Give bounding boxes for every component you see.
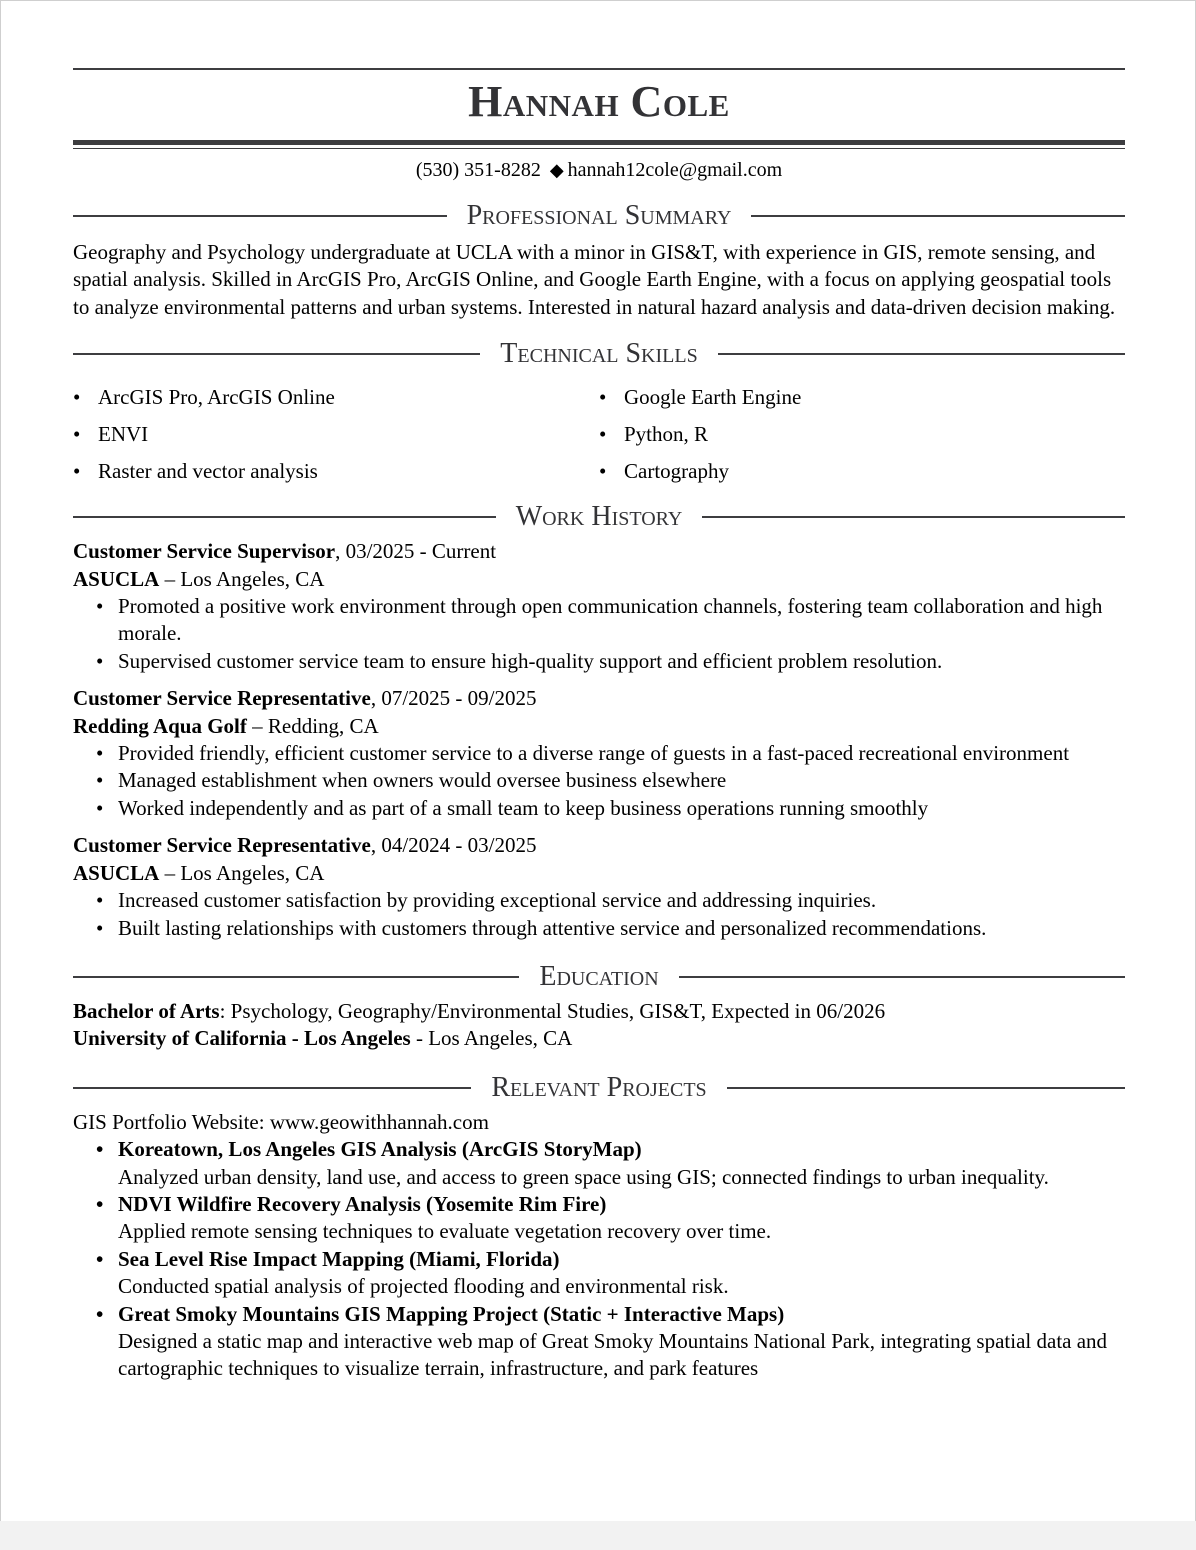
job-bullet: • Managed establishment when owners would oversee business elsewhere <box>118 767 1125 794</box>
job-employer-line <box>73 566 1125 593</box>
job-bullet: • Supervised customer service team to ensure high-quality support and efficient problem resolution. <box>118 648 1125 675</box>
portfolio-line: GIS Portfolio Website: www.geowithhannah.com <box>73 1109 489 1134</box>
skill-item: • ENVI <box>73 416 599 453</box>
diamond-separator-icon: ◆ <box>549 160 564 180</box>
project-name: NDVI Wildfire Recovery Analysis (Yosemite Rim Fire) <box>118 1191 607 1216</box>
job-employer: Redding Aqua Golf <box>73 713 247 738</box>
summary-title: Professional Summary <box>466 200 732 231</box>
job-bullet: • Increased customer satisfaction by providing exceptional service and addressing inquiries. <box>118 887 1125 914</box>
job-entry <box>73 832 1125 942</box>
job-dates: , 07/2025 - 09/2025 <box>370 686 537 711</box>
contact-line <box>73 157 1125 183</box>
projects-heading <box>73 1073 1125 1103</box>
job-location: – Los Angeles, CA <box>159 566 325 591</box>
job-bullet: • Worked independently and as part of a small team to keep business operations running smoothly <box>118 795 1125 822</box>
heading-rule-left <box>73 215 447 217</box>
resume-content <box>73 68 1125 1383</box>
project-item <box>118 1301 1125 1383</box>
heading-rule-right <box>679 976 1125 978</box>
projects-list <box>73 1136 1125 1383</box>
project-description: Designed a static map and interactive web map of Great Smoky Mountains National Park, integrating spatial data and cartographic techniques to visualize terrain, infrastructure, and park features <box>118 1328 1108 1381</box>
job-bullets <box>73 887 1125 942</box>
project-description: Analyzed urban density, land use, and access to green space using GIS; connected findings to urban inequality. <box>118 1164 1049 1189</box>
heading-rule-right <box>718 353 1125 355</box>
project-description: Applied remote sensing techniques to evaluate vegetation recovery over time. <box>118 1219 772 1244</box>
degree-line <box>73 998 1125 1025</box>
job-title-line <box>73 832 1125 859</box>
job-role: Customer Service Representative <box>73 686 371 711</box>
skills-column-left <box>73 379 599 490</box>
job-employer: ASUCLA <box>73 860 160 885</box>
header-top-rule <box>73 68 1125 70</box>
education-entry <box>73 998 1125 1053</box>
header-thick-rule <box>73 140 1125 145</box>
job-role: Customer Service Representative <box>73 833 371 858</box>
job-entry <box>73 685 1125 822</box>
school-location: - Los Angeles, CA <box>410 1026 573 1051</box>
project-name: Great Smoky Mountains GIS Mapping Project (Static + Interactive Maps) <box>118 1301 785 1326</box>
education-title: Education <box>539 960 659 992</box>
job-role: Customer Service Supervisor <box>73 539 336 564</box>
candidate-name: Hannah Cole <box>468 77 730 126</box>
job-location: – Los Angeles, CA <box>159 860 325 885</box>
project-item <box>118 1191 1125 1246</box>
heading-rule-left <box>73 976 519 978</box>
project-name: Sea Level Rise Impact Mapping (Miami, Florida) <box>118 1246 560 1271</box>
job-dates: , 03/2025 - Current <box>335 539 497 564</box>
job-bullet: • Promoted a positive work environment through open communication channels, fostering team collaboration and high morale. <box>118 593 1125 648</box>
degree-details: : Psychology, Geography/Environmental Studies, GIS&T, Expected in 06/2026 <box>219 998 886 1023</box>
skill-item: • Google Earth Engine <box>599 379 1125 416</box>
skills-column-right <box>599 379 1125 490</box>
skills-list <box>73 379 1125 490</box>
skill-item: • Cartography <box>599 453 1125 490</box>
degree: Bachelor of Arts <box>73 998 220 1023</box>
job-title-line <box>73 685 1125 712</box>
job-title-line <box>73 538 1125 565</box>
job-dates: , 04/2024 - 03/2025 <box>370 833 537 858</box>
work-heading <box>73 502 1125 532</box>
phone-number: (530) 351-8282 <box>415 159 541 181</box>
skill-item: • Raster and vector analysis <box>73 453 599 490</box>
school-line <box>73 1025 1125 1052</box>
project-item <box>118 1136 1125 1191</box>
skill-item: • ArcGIS Pro, ArcGIS Online <box>73 379 599 416</box>
header-thin-rule <box>73 148 1125 149</box>
heading-rule-right <box>702 516 1125 518</box>
job-bullet: • Built lasting relationships with customers through attentive service and personalized recommendations. <box>118 915 1125 942</box>
heading-rule-right <box>727 1087 1125 1089</box>
heading-rule-left <box>73 1087 471 1089</box>
job-location: – Redding, CA <box>246 713 379 738</box>
summary-text: Geography and Psychology undergraduate at UCLA with a minor in GIS&T, with experience in GIS, remote sensing, and spatial analysis. Skilled in ArcGIS Pro, ArcGIS Online, and Google Earth Engine, with a focus on applying geospatial tools to analyze environmental patterns and urban systems. Interested in natural hazard analysis and data-driven decision making. <box>73 240 1116 319</box>
project-description: Conducted spatial analysis of projected flooding and environmental risk. <box>118 1274 729 1299</box>
heading-rule-left <box>73 516 496 518</box>
job-employer: ASUCLA <box>73 566 160 591</box>
projects-title: Relevant Projects <box>491 1071 707 1103</box>
job-entry <box>73 538 1125 675</box>
job-employer-line <box>73 860 1125 887</box>
email-address: hannah12cole@gmail.com <box>567 159 783 181</box>
skills-title: Technical Skills <box>500 338 698 370</box>
job-bullet: • Provided friendly, efficient customer service to a diverse range of guests in a fast-paced recreational environment <box>118 740 1125 767</box>
projects-section <box>73 1109 1125 1383</box>
job-bullets <box>73 593 1125 675</box>
skill-item: • Python, R <box>599 416 1125 453</box>
summary-heading <box>73 201 1125 231</box>
heading-rule-left <box>73 353 480 355</box>
heading-rule-right <box>751 215 1125 217</box>
project-item <box>118 1246 1125 1301</box>
job-employer-line <box>73 713 1125 740</box>
project-name: Koreatown, Los Angeles GIS Analysis (ArcGIS StoryMap) <box>118 1137 642 1162</box>
job-bullets <box>73 740 1125 822</box>
education-heading <box>73 962 1125 992</box>
school-name: University of California - Los Angeles <box>73 1026 411 1051</box>
work-title: Work History <box>515 501 683 533</box>
skills-heading <box>73 339 1125 369</box>
